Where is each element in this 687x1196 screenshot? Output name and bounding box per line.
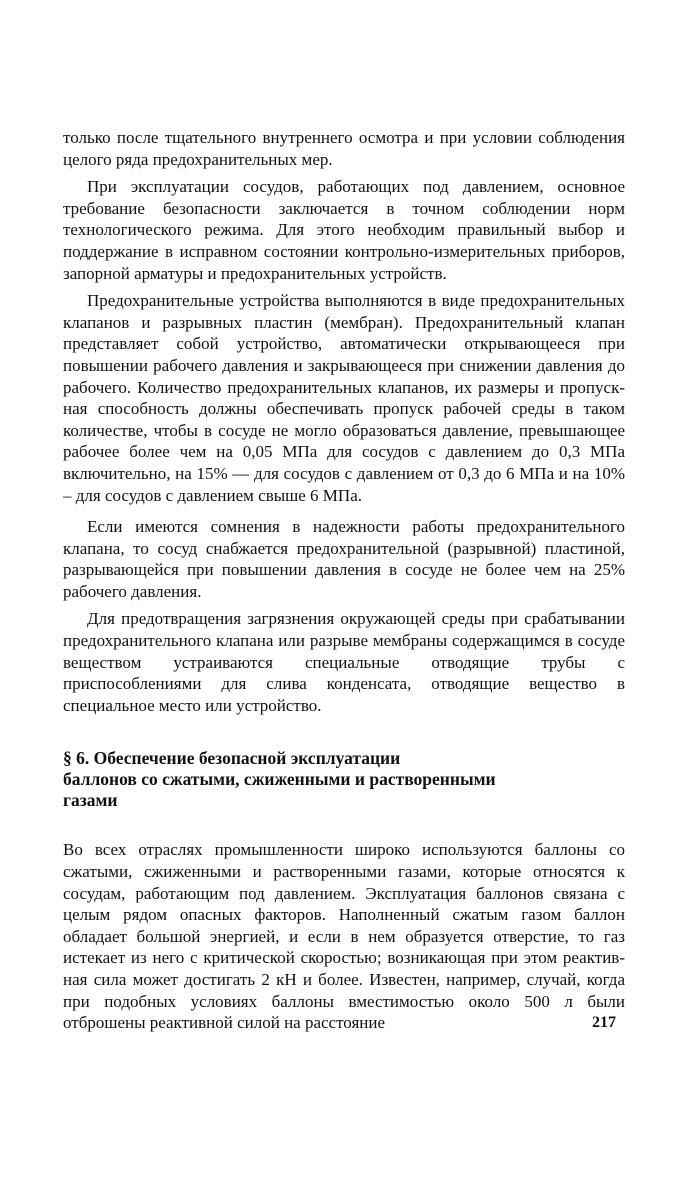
page-number: 217: [592, 1014, 616, 1031]
document-page: [63, 127, 625, 1034]
paragraph-safety-devices: Предохранительные устройства выполняются в виде предохранительных клапанов и разрывных пластин (мембран). Предохранительный клапан представляет собой устройство, автоматически открывающееся при повышении рабочего давления и закрывающееся при снижении давления до рабочего. Количество предохранительных клапанов, их размеры и пропускная способность должны обеспечивать пропуск рабочей среды в таком количестве, чтобы в сосуде не могло образоваться давление, превышающее рабочее более чем на 0,05 МПа для сосудов с давлением до 0,3 МПа включительно, на 15% — для сосудов с давлением от 0,3 до 6 МПа и на 10% – для сосудов с давлением свыше 6 МПа.: [63, 291, 625, 505]
paragraph-cylinders: Во всех отраслях промышленности широко используются баллоны со сжатыми, сжиженными и растворенными газами, которые относятся к сосудам, работающим под давлением. Эксплуатация баллонов связана с целым рядом опасных факторов. Наполненный сжатым газом баллон обладает большой энергией, и если в нем образуется отверстие, то газ истекает из него с критической скоростью; возникающая при этом реактивная сила может достигать 2 кН и более. Известен, например, случай, когда при подобных условиях баллоны вместимостью около 500 л были отброшены реактивной силой на расстояние: [63, 840, 625, 1033]
paragraph-vessel-operation: При эксплуатации сосудов, работающих под давлением, основное требование безопасности заключается в точном соблюдении норм технологического режима. Для этого необходим правильный выбор и поддержание в исправном состоянии контрольно-измерительных приборов, запорной арматуры и предохранительных устройств.: [63, 177, 625, 283]
paragraph-rupture-plate: Если имеются сомнения в надежности работы предохранительного клапана, то сосуд снабжается предохранительной (разрывной) пластиной, разрывающейся при повышении давления в сосуде не более чем на 25% рабочего давления.: [63, 517, 625, 601]
section-heading-line-3: газами: [63, 790, 118, 811]
section-heading-line-2: баллонов со сжатыми, сжиженными и растворенными: [63, 769, 496, 790]
section-heading: [63, 748, 603, 811]
paragraph-continued: только после тщательного внутреннего осмотра и при условии соблюдения целого ряда предохранительных мер.: [63, 128, 625, 169]
paragraph-drain-pipes: Для предотвращения загрязнения окружающей среды при срабатывании предохранительного клапана или разрыве мембраны содержащимся в сосуде веществом устраиваются специальные отводящие трубы с приспособлениями для слива конденсата, отводящие вещество в специальное место или устройство.: [63, 609, 625, 715]
section-heading-line-1: § 6. Обеспечение безопасной эксплуатации: [63, 748, 401, 769]
